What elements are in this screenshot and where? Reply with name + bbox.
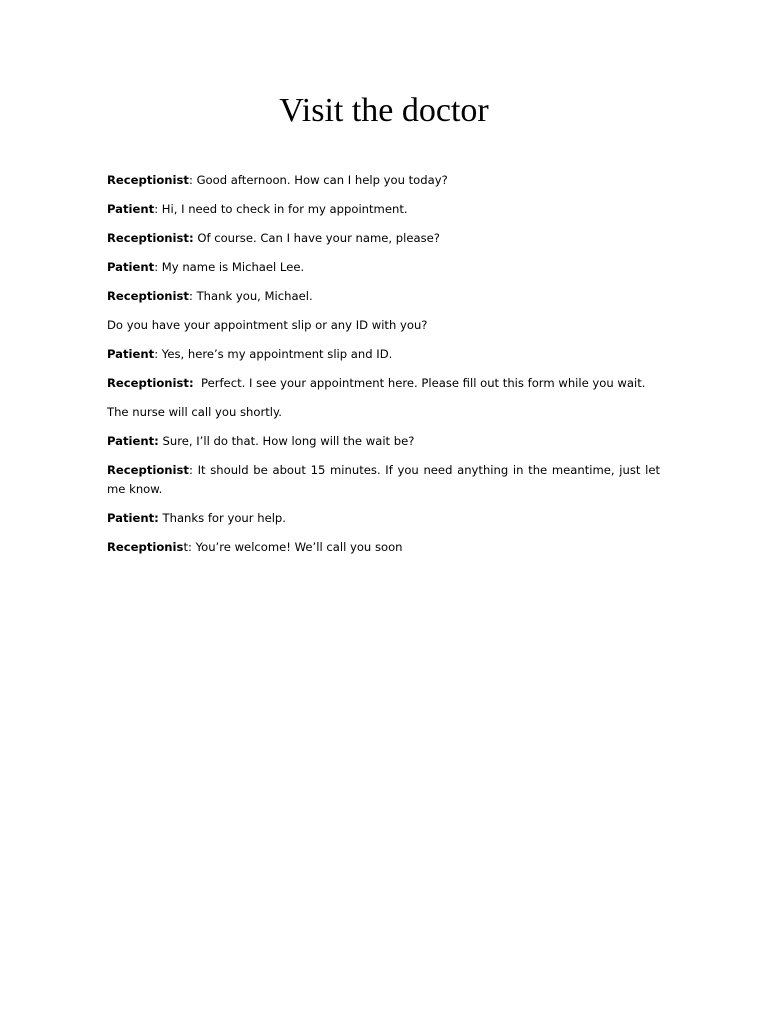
line-text: Yes, here’s my appointment slip and ID. [161,347,393,361]
line-text: My name is Michael Lee. [161,260,305,274]
line-text: Thanks for your help. [162,511,286,525]
speaker-label: Patient [107,260,155,274]
line-text: Good afternoon. How can I help you today? [196,173,448,187]
line-text: Perfect. I see your appointment here. Please fill out this form while you wait. [201,376,646,390]
speaker-separator: : [188,289,197,303]
dialogue-line [107,509,660,528]
line-text: t: You’re welcome! We’ll call you soon [183,540,403,554]
speaker-label: Receptionist [107,289,189,303]
line-text: Do you have your appointment slip or any ID with you? [107,318,428,332]
speaker-label: Receptionist: [107,231,194,245]
dialogue-line [107,403,660,422]
line-text: Of course. Can I have your name, please? [197,231,440,245]
dialogue-line [107,171,660,190]
speaker-separator: : [154,347,162,361]
speaker-label: Patient [107,202,155,216]
dialogue-body [107,171,664,567]
dialogue-line [107,229,660,248]
dialogue-line [107,538,660,557]
speaker-separator: : [188,173,197,187]
speaker-label: Receptionis [107,540,184,554]
dialogue-line [107,316,660,335]
line-text: Sure, I’ll do that. How long will the wait be? [162,434,415,448]
dialogue-line [107,287,660,306]
speaker-label: Receptionist [107,173,189,187]
dialogue-line [107,374,660,393]
speaker-separator: : [154,202,162,216]
dialogue-line [107,200,660,219]
line-text: Hi, I need to check in for my appointment. [161,202,408,216]
dialogue-line [107,258,660,277]
dialogue-line [107,461,664,499]
line-text: The nurse will call you shortly. [107,405,282,419]
line-text: Thank you, Michael. [196,289,313,303]
dialogue-line [107,432,660,451]
dialogue-line [107,345,660,364]
document-title: Visit the doctor [279,92,489,129]
speaker-label: Patient [107,347,155,361]
speaker-label: Patient: [107,511,159,525]
speaker-separator [194,376,201,390]
speaker-separator: : [188,463,198,477]
speaker-separator: : [154,260,162,274]
speaker-label: Receptionist [107,463,189,477]
speaker-label: Receptionist: [107,376,194,390]
line-text: It should be about 15 minutes. If you need anything in the meantime, just let me know. [107,463,664,496]
speaker-label: Patient: [107,434,159,448]
